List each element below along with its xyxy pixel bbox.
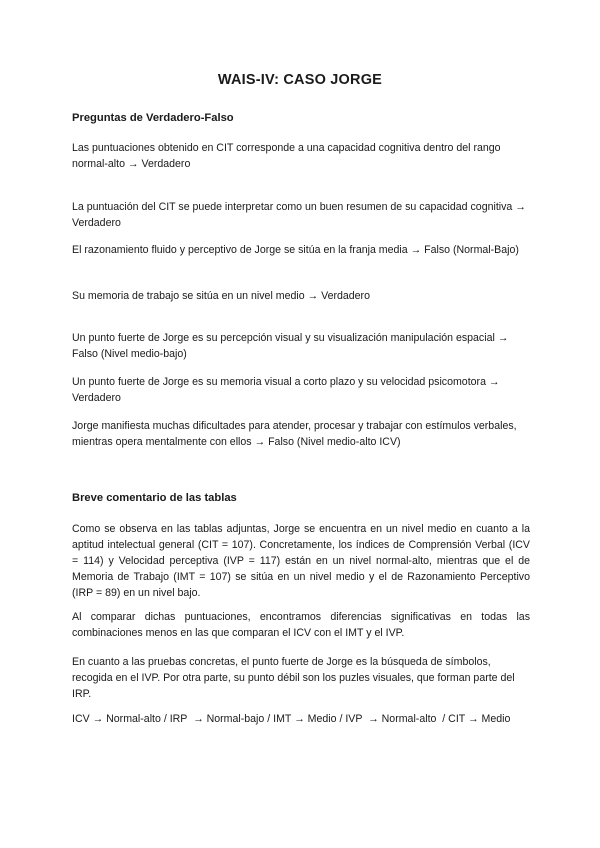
comment-paragraph-3: En cuanto a las pruebas concretas, el punto fuerte de Jorge es la búsqueda de símbolos, recogida en el IVP. Por otra parte, su punto débil son los puzles visuales, que forman parte del IRP. — [72, 656, 515, 700]
index-summary-line: ICV → Normal-alto / IRP → Normal-bajo / IMT → Medio / IVP → Normal-alto / CIT → Medio — [72, 713, 511, 725]
true-false-item-5: Un punto fuerte de Jorge es su percepción visual y su visualización manipulación espacial → Falso (Nivel medio-bajo) — [72, 332, 509, 360]
page-title: WAIS-IV: CASO JORGE — [217, 72, 383, 88]
true-false-item-2: La puntuación del CIT se puede interpretar como un buen resumen de su capacidad cognitiva → Verdadero — [72, 201, 526, 229]
true-false-item-4: Su memoria de trabajo se sitúa en un nivel medio → Verdadero — [72, 290, 370, 302]
comment-paragraph-2: Al comparar dichas puntuaciones, encontramos diferencias significativas en todas las combinaciones menos en las que comparan el ICV con el IMT y el IVP. — [72, 611, 530, 639]
true-false-item-6: Un punto fuerte de Jorge es su memoria visual a corto plazo y su velocidad psicomotora → Verdadero — [72, 376, 500, 404]
true-false-item-1: Las puntuaciones obtenido en CIT corresponde a una capacidad cognitiva dentro del rango normal-alto → Verdadero — [72, 142, 501, 170]
true-false-item-7: Jorge manifiesta muchas dificultades para atender, procesar y trabajar con estímulos verbales, mientras opera mentalmente con ellos → Falso (Nivel medio-alto ICV) — [72, 420, 517, 448]
section-heading-comment: Breve comentario de las tablas — [72, 492, 237, 504]
true-false-item-3: El razonamiento fluido y perceptivo de Jorge se sitúa en la franja media → Falso (Normal-Bajo) — [72, 244, 519, 256]
section-heading-true-false: Preguntas de Verdadero-Falso — [72, 112, 234, 124]
comment-paragraph-1: Como se observa en las tablas adjuntas, Jorge se encuentra en un nivel medio en cuanto a la aptitud intelectual general (CIT = 107). Concretamente, los índices de Comprensión Verbal (ICV = 114) y Velocidad perceptiva (IVP = 117) están en un nivel normal-alto, mientras que el de Memoria de Trabajo (IMT = 107) se sitúa en un nivel medio y el de Razonamiento Perceptivo (IRP = 89) en un nivel bajo. — [72, 523, 530, 599]
